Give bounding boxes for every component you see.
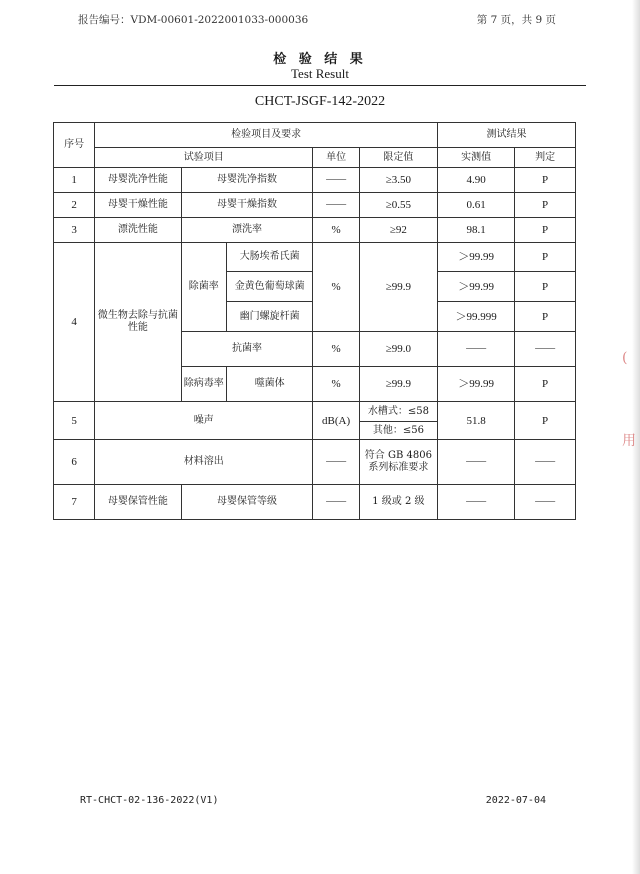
row4-staph: 金黄色葡萄球菌: [226, 272, 312, 302]
header-unit: 单位: [313, 148, 359, 168]
header-items-req: 检验项目及要求: [95, 123, 438, 148]
stamp-fragment-2: 用: [622, 433, 636, 449]
row1-item: 母婴洗净指数: [181, 168, 313, 193]
table-row: [54, 243, 576, 272]
row4-unit-removal: %: [313, 243, 359, 332]
row5-unit: dB(A): [313, 402, 359, 440]
row4-antibacterial: 抗菌率: [181, 332, 313, 367]
row6-item: 材料溶出: [95, 440, 313, 485]
row4-limit-removal: ≥99.9: [359, 243, 437, 332]
stamp-fragment-1: (: [622, 350, 628, 366]
row2-item: 母婴干燥指数: [181, 193, 313, 218]
row1-unit: ——: [313, 168, 359, 193]
row4-removal-rate: 除菌率: [181, 243, 226, 332]
row7-limit: 1 级或 2 级: [359, 485, 437, 520]
row2-seq: 2: [54, 193, 95, 218]
row2-category: 母婴干燥性能: [95, 193, 181, 218]
header-seq: 序号: [54, 123, 95, 168]
table-row: [54, 168, 576, 193]
row4-limit-antibac: ≥99.0: [359, 332, 437, 367]
row4-unit-antibac: %: [313, 332, 359, 367]
row3-value: 98.1: [438, 218, 515, 243]
row4-value-phage: ＞99.99: [438, 367, 515, 402]
row3-category: 漂洗性能: [95, 218, 181, 243]
row7-seq: 7: [54, 485, 95, 520]
row4-virus-removal: 除病毒率: [181, 367, 226, 402]
row4-hpylori: 幽门螺旋杆菌: [226, 302, 312, 332]
row5-value: 51.8: [438, 402, 515, 440]
table-row: [54, 440, 576, 485]
row1-value: 4.90: [438, 168, 515, 193]
row6-unit: ——: [313, 440, 359, 485]
row1-category: 母婴洗净性能: [95, 168, 181, 193]
row4-value-hpylori: ＞99.999: [438, 302, 515, 332]
row7-value: ——: [438, 485, 515, 520]
table-row: [54, 402, 576, 422]
row4-phage: 噬菌体: [226, 367, 312, 402]
row4-value-antibac: ——: [438, 332, 515, 367]
header-judge: 判定: [515, 148, 576, 168]
row5-seq: 5: [54, 402, 95, 440]
row4-seq: 4: [54, 243, 95, 402]
row4-unit-phage: %: [313, 367, 359, 402]
row3-limit: ≥92: [359, 218, 437, 243]
row2-limit: ≥0.55: [359, 193, 437, 218]
row6-value: ——: [438, 440, 515, 485]
row2-judge: P: [515, 193, 576, 218]
footer-date: 2022-07-04: [485, 795, 546, 806]
row5-limit-sink: 水槽式：≤58: [359, 402, 437, 422]
title-rule: [54, 85, 586, 86]
row7-unit: ——: [313, 485, 359, 520]
row7-item: 母婴保管等级: [181, 485, 313, 520]
row4-category: 微生物去除与抗菌性能: [95, 243, 181, 402]
row4-value-staph: ＞99.99: [438, 272, 515, 302]
row5-limit-other: 其他：≤56: [359, 422, 437, 440]
row6-limit: 符合 GB 4806 系列标准要求: [359, 440, 437, 485]
row3-seq: 3: [54, 218, 95, 243]
table-row: [54, 485, 576, 520]
page-indicator: 第 7 页，共 9 页: [476, 14, 556, 26]
row4-ecoli: 大肠埃希氏菌: [226, 243, 312, 272]
header-limit: 限定值: [359, 148, 437, 168]
title-english: Test Result: [291, 66, 349, 81]
row3-item: 漂洗率: [181, 218, 313, 243]
standard-code: CHCT-JSGF-142-2022: [254, 94, 386, 109]
footer-doc-id: RT-CHCT-02-136-2022(V1): [80, 795, 219, 806]
row6-seq: 6: [54, 440, 95, 485]
row4-judge-antibac: ——: [515, 332, 576, 367]
row2-unit: ——: [313, 193, 359, 218]
row4-limit-phage: ≥99.9: [359, 367, 437, 402]
report-number: 报告编号：VDM-00601-2022001033-000036: [78, 14, 309, 26]
header-test-item: 试验项目: [95, 148, 313, 168]
results-table: [53, 122, 576, 520]
row3-judge: P: [515, 218, 576, 243]
table-row: [54, 193, 576, 218]
row2-value: 0.61: [438, 193, 515, 218]
header-measured: 实测值: [438, 148, 515, 168]
row4-judge-hpylori: P: [515, 302, 576, 332]
row1-limit: ≥3.50: [359, 168, 437, 193]
header-results: 测试结果: [438, 123, 576, 148]
row7-category: 母婴保管性能: [95, 485, 181, 520]
row1-judge: P: [515, 168, 576, 193]
row4-judge-ecoli: P: [515, 243, 576, 272]
row1-seq: 1: [54, 168, 95, 193]
row4-value-ecoli: ＞99.99: [438, 243, 515, 272]
row5-item: 噪声: [95, 402, 313, 440]
row4-judge-phage: P: [515, 367, 576, 402]
title-chinese: 检 验 结 果: [273, 52, 367, 67]
row7-judge: ——: [515, 485, 576, 520]
row4-judge-staph: P: [515, 272, 576, 302]
table-row: [54, 218, 576, 243]
row6-judge: ——: [515, 440, 576, 485]
row3-unit: %: [313, 218, 359, 243]
row5-judge: P: [515, 402, 576, 440]
